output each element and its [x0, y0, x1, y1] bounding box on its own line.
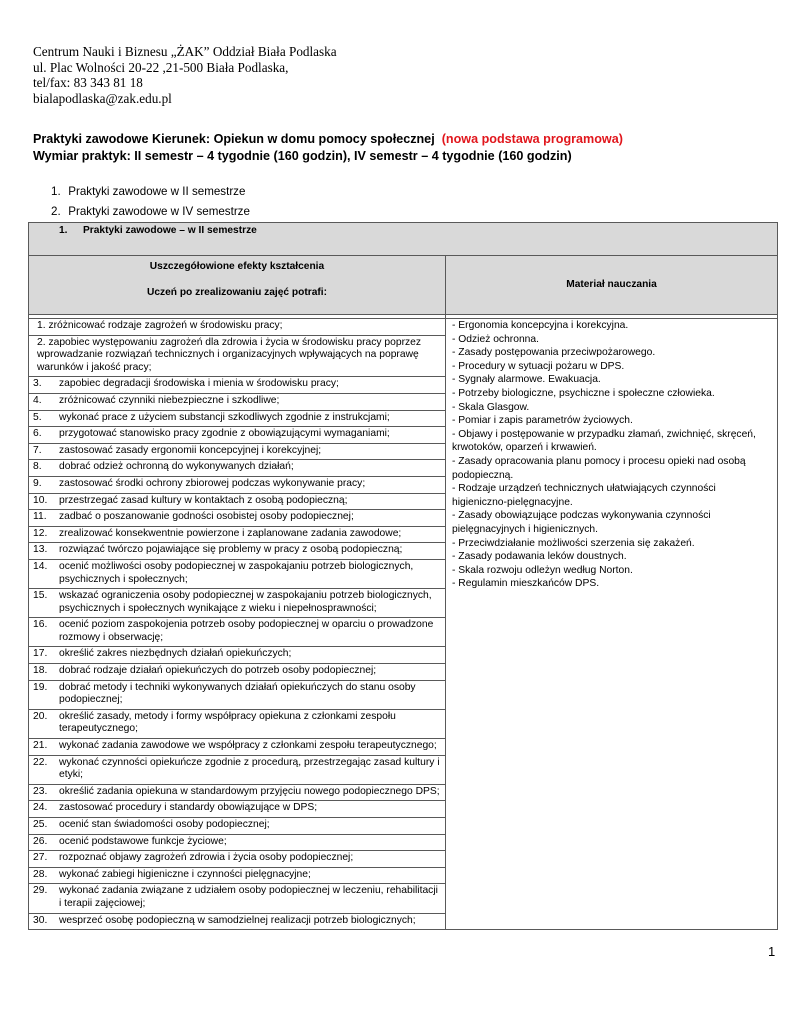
document-title	[33, 131, 773, 165]
effect-row	[29, 335, 445, 377]
material-item: - Ergonomia koncepcyjna i korekcyjna.	[452, 320, 629, 331]
effect-row	[29, 851, 445, 868]
effect-row	[29, 884, 445, 913]
material-item: - Przeciwdziałanie możliwości szerzenia się zakażeń.	[452, 537, 695, 549]
material-item: - Regulamin mieszkańców DPS.	[452, 578, 600, 590]
effect-number: 22.	[33, 756, 48, 768]
effect-row	[29, 589, 445, 618]
effect-text: 2. zapobiec występowaniu zagrożeń dla zdrowia i życia w środowisku pracy poprzez wprowadzanie rozwiązań technicznych i organizacyjnych wpływających na poprawę warunków i jakość pracy;	[37, 336, 422, 373]
effect-text: ocenić możliwości osoby podopiecznej w zaspokajaniu potrzeb biologicznych, psychicznych i społecznych;	[59, 560, 414, 585]
effects-cell	[29, 319, 446, 930]
column-header-effects: Uszczegółowione efekty kształcenia Uczeń po zrealizowaniu zajęć potrafi:	[29, 256, 446, 315]
effect-text: określić zasady, metody i formy współpracy opiekuna z członkami zespołu terapeutycznego;	[59, 710, 396, 735]
practice-table	[28, 222, 778, 930]
effect-row	[29, 647, 445, 664]
effect-number: 7.	[33, 444, 42, 456]
effect-row	[29, 818, 445, 835]
effect-row	[29, 493, 445, 510]
effect-number: 23.	[33, 785, 48, 797]
effect-number: 9.	[33, 477, 42, 489]
material-item: - Zasady obowiązujące podczas wykonywania czynności pielęgnacyjnych i higienicznych.	[452, 510, 711, 535]
effect-number: 3.	[33, 378, 42, 390]
effect-text: wykonać zadania zawodowe we współpracy z członkami zespołu terapeutycznego;	[59, 740, 437, 752]
effect-text: rozpoznać objawy zagrożeń zdrowia i życia osoby podopiecznej;	[59, 852, 354, 864]
effect-number: 13.	[33, 544, 48, 556]
effect-text: 1. zróżnicować rodzaje zagrożeń w środowisku pracy;	[37, 320, 283, 331]
effect-row	[29, 664, 445, 681]
effect-row	[29, 834, 445, 851]
effect-text: dobrać odzież ochronną do wykonywanych działań;	[59, 461, 294, 473]
material-item: - Zasady podawania leków doustnych.	[452, 551, 627, 563]
effect-text: wykonać prace z użyciem substancji szkodliwych zgodnie z instrukcjami;	[59, 411, 390, 423]
title-line-1	[33, 131, 773, 148]
contents-item: 1. Praktyki zawodowe w II semestrze	[51, 185, 246, 198]
effect-row	[29, 476, 445, 493]
contents-item: 2. Praktyki zawodowe w IV semestrze	[51, 205, 250, 218]
effect-row	[29, 784, 445, 801]
section-number: 1.	[59, 225, 68, 236]
effect-text: wykonać zadania związane z udziałem osoby podopiecznej w leczeniu, rehabilitacji i terapii zajęciowej;	[59, 885, 438, 909]
material-item: - Potrzeby biologiczne, psychiczne i społeczne człowieka.	[452, 387, 715, 399]
material-item: - Skala rozwoju odleżyn według Norton.	[452, 564, 633, 576]
material-item: - Procedury w sytuacji pożaru w DPS.	[452, 360, 625, 372]
effect-text: zadbać o poszanowanie godności osobistej osoby podopiecznej;	[59, 511, 354, 523]
materials-list	[452, 319, 773, 591]
effect-number: 6.	[33, 428, 42, 440]
effect-text: zapobiec degradacji środowiska i mienia w środowisku pracy;	[59, 378, 339, 390]
effect-row	[29, 618, 445, 647]
effect-number: 19.	[33, 681, 48, 693]
effect-text: ocenić poziom zaspokojenia potrzeb osoby podopiecznej w oparciu o prowadzone rozmowy i obserwację;	[59, 619, 434, 643]
material-item: - Sygnały alarmowe. Ewakuacja.	[452, 374, 601, 386]
effect-text: rozwiązać twórczo pojawiające się problemy w pracy z osobą podopieczną;	[59, 544, 403, 556]
effect-text: zróżnicować czynniki niebezpieczne i szkodliwe;	[59, 394, 280, 406]
material-cell	[446, 319, 778, 930]
effect-text: wskazać ograniczenia osoby podopiecznej w zaspokajaniu potrzeb biologicznych, psychicznych i społecznych wynikające z wieku i niepełnosprawności;	[59, 590, 432, 614]
letterhead	[33, 44, 453, 106]
column-header-material: Materiał nauczania	[446, 256, 778, 315]
material-item: - Skala Glasgow.	[452, 401, 530, 413]
effect-text: wesprzeć osobę podopieczną w samodzielnej realizacji potrzeb biologicznych;	[59, 914, 416, 926]
effect-row	[29, 510, 445, 527]
effect-text: zastosować środki ochrony zbiorowej podczas wykonywanie pracy;	[59, 477, 366, 489]
effect-row	[29, 443, 445, 460]
effect-number: 24.	[33, 802, 48, 814]
effect-number: 17.	[33, 648, 48, 660]
effect-text: przygotować stanowisko pracy zgodnie z obowiązującymi wymaganiami;	[59, 428, 390, 440]
effect-number: 11.	[33, 511, 47, 523]
effect-text: zastosować procedury i standardy obowiązujące w DPS;	[59, 802, 318, 814]
effect-number: 10.	[33, 494, 48, 506]
effect-row	[29, 801, 445, 818]
effect-number: 4.	[33, 394, 42, 406]
effect-number: 18.	[33, 665, 48, 677]
effect-row	[29, 913, 445, 929]
effect-text: wykonać czynności opiekuńcze zgodnie z procedurą, przestrzegając zasad kultury i etyki;	[59, 756, 440, 781]
effect-row	[29, 680, 445, 709]
effect-number: 26.	[33, 835, 48, 847]
org-phone: tel/fax: 83 343 81 18	[33, 75, 143, 90]
contents-list	[51, 182, 250, 222]
effect-row	[29, 319, 445, 335]
effect-row	[29, 460, 445, 477]
section-title: Praktyki zawodowe – w II semestrze	[83, 225, 257, 236]
effect-text: przestrzegać zasad kultury w kontaktach z osobą podopieczną;	[59, 494, 348, 506]
title-line-2: Wymiar praktyk: II semestr – 4 tygodnie (160 godzin), IV semestr – 4 tygodnie (160 godzin)	[33, 149, 572, 163]
material-item: - Odzież ochronna.	[452, 333, 539, 345]
effect-row	[29, 410, 445, 427]
title-main: Praktyki zawodowe Kierunek: Opiekun w domu pomocy społecznej	[33, 132, 435, 146]
org-email: bialapodlaska@zak.edu.pl	[33, 90, 172, 106]
effect-text: określić zakres niezbędnych działań opiekuńczych;	[59, 648, 292, 660]
effect-row	[29, 427, 445, 444]
effects-list	[29, 319, 445, 929]
org-address: ul. Plac Wolności 20-22 ,21-500 Biała Podlaska,	[33, 59, 289, 75]
title-accent: (nowa podstawa programowa)	[441, 132, 623, 146]
effect-row	[29, 559, 445, 588]
effect-text: zastosować zasady ergonomii koncepcyjnej i korekcyjnej;	[59, 444, 322, 456]
effect-number: 28.	[33, 868, 48, 880]
effect-text: wykonać zabiegi higieniczne i czynności pielęgnacyjne;	[59, 868, 311, 880]
effect-number: 21.	[33, 740, 48, 752]
material-item: - Pomiar i zapis parametrów życiowych.	[452, 415, 633, 427]
effect-number: 12.	[33, 527, 48, 539]
effect-number: 27.	[33, 852, 48, 864]
effect-text: dobrać rodzaje działań opiekuńczych do potrzeb osoby podopiecznej;	[59, 665, 377, 677]
effect-number: 16.	[33, 619, 48, 631]
effect-number: 20.	[33, 710, 48, 722]
effect-number: 14.	[33, 560, 48, 572]
effect-row	[29, 709, 445, 738]
effect-row	[29, 739, 445, 756]
effect-text: ocenić stan świadomości osoby podopiecznej;	[59, 819, 270, 830]
effect-text: zrealizować konsekwentnie powierzone i zaplanowane zadania zawodowe;	[59, 527, 402, 539]
effect-text: dobrać metody i techniki wykonywanych działań opiekuńczych do stanu osoby podopiecznej;	[59, 681, 416, 706]
effect-row	[29, 543, 445, 560]
section-header	[29, 223, 778, 256]
effect-number: 5.	[33, 411, 42, 423]
effect-number: 25.	[33, 819, 48, 830]
page-number: 1	[768, 944, 776, 959]
effect-row	[29, 526, 445, 543]
effect-row	[29, 377, 445, 394]
org-name: Centrum Nauki i Biznesu „ŻAK” Oddział Biała Podlaska	[33, 44, 337, 59]
material-item: - Objawy i postępowanie w przypadku złamań, zwichnięć, skręceń, krwotoków, oparzeń i krwawień.	[452, 428, 756, 454]
effect-number: 15.	[33, 590, 48, 602]
effect-row	[29, 393, 445, 410]
material-item: - Rodzaje urządzeń technicznych ułatwiających czynności higieniczno-pielęgnacyjne.	[452, 483, 716, 508]
material-item: - Zasady postępowania przeciwpożarowego.	[452, 347, 656, 359]
effect-text: określić zadania opiekuna w standardowym przyjęciu nowego podopiecznego DPS;	[59, 785, 440, 797]
effect-number: 8.	[33, 461, 42, 473]
effect-row	[29, 867, 445, 884]
effect-text: ocenić podstawowe funkcje życiowe;	[59, 835, 227, 847]
material-item: - Zasady opracowania planu pomocy i procesu opieki nad osobą podopieczną.	[452, 455, 746, 481]
effect-number: 30.	[33, 914, 48, 926]
effect-number: 29.	[33, 885, 48, 897]
effect-row	[29, 755, 445, 784]
